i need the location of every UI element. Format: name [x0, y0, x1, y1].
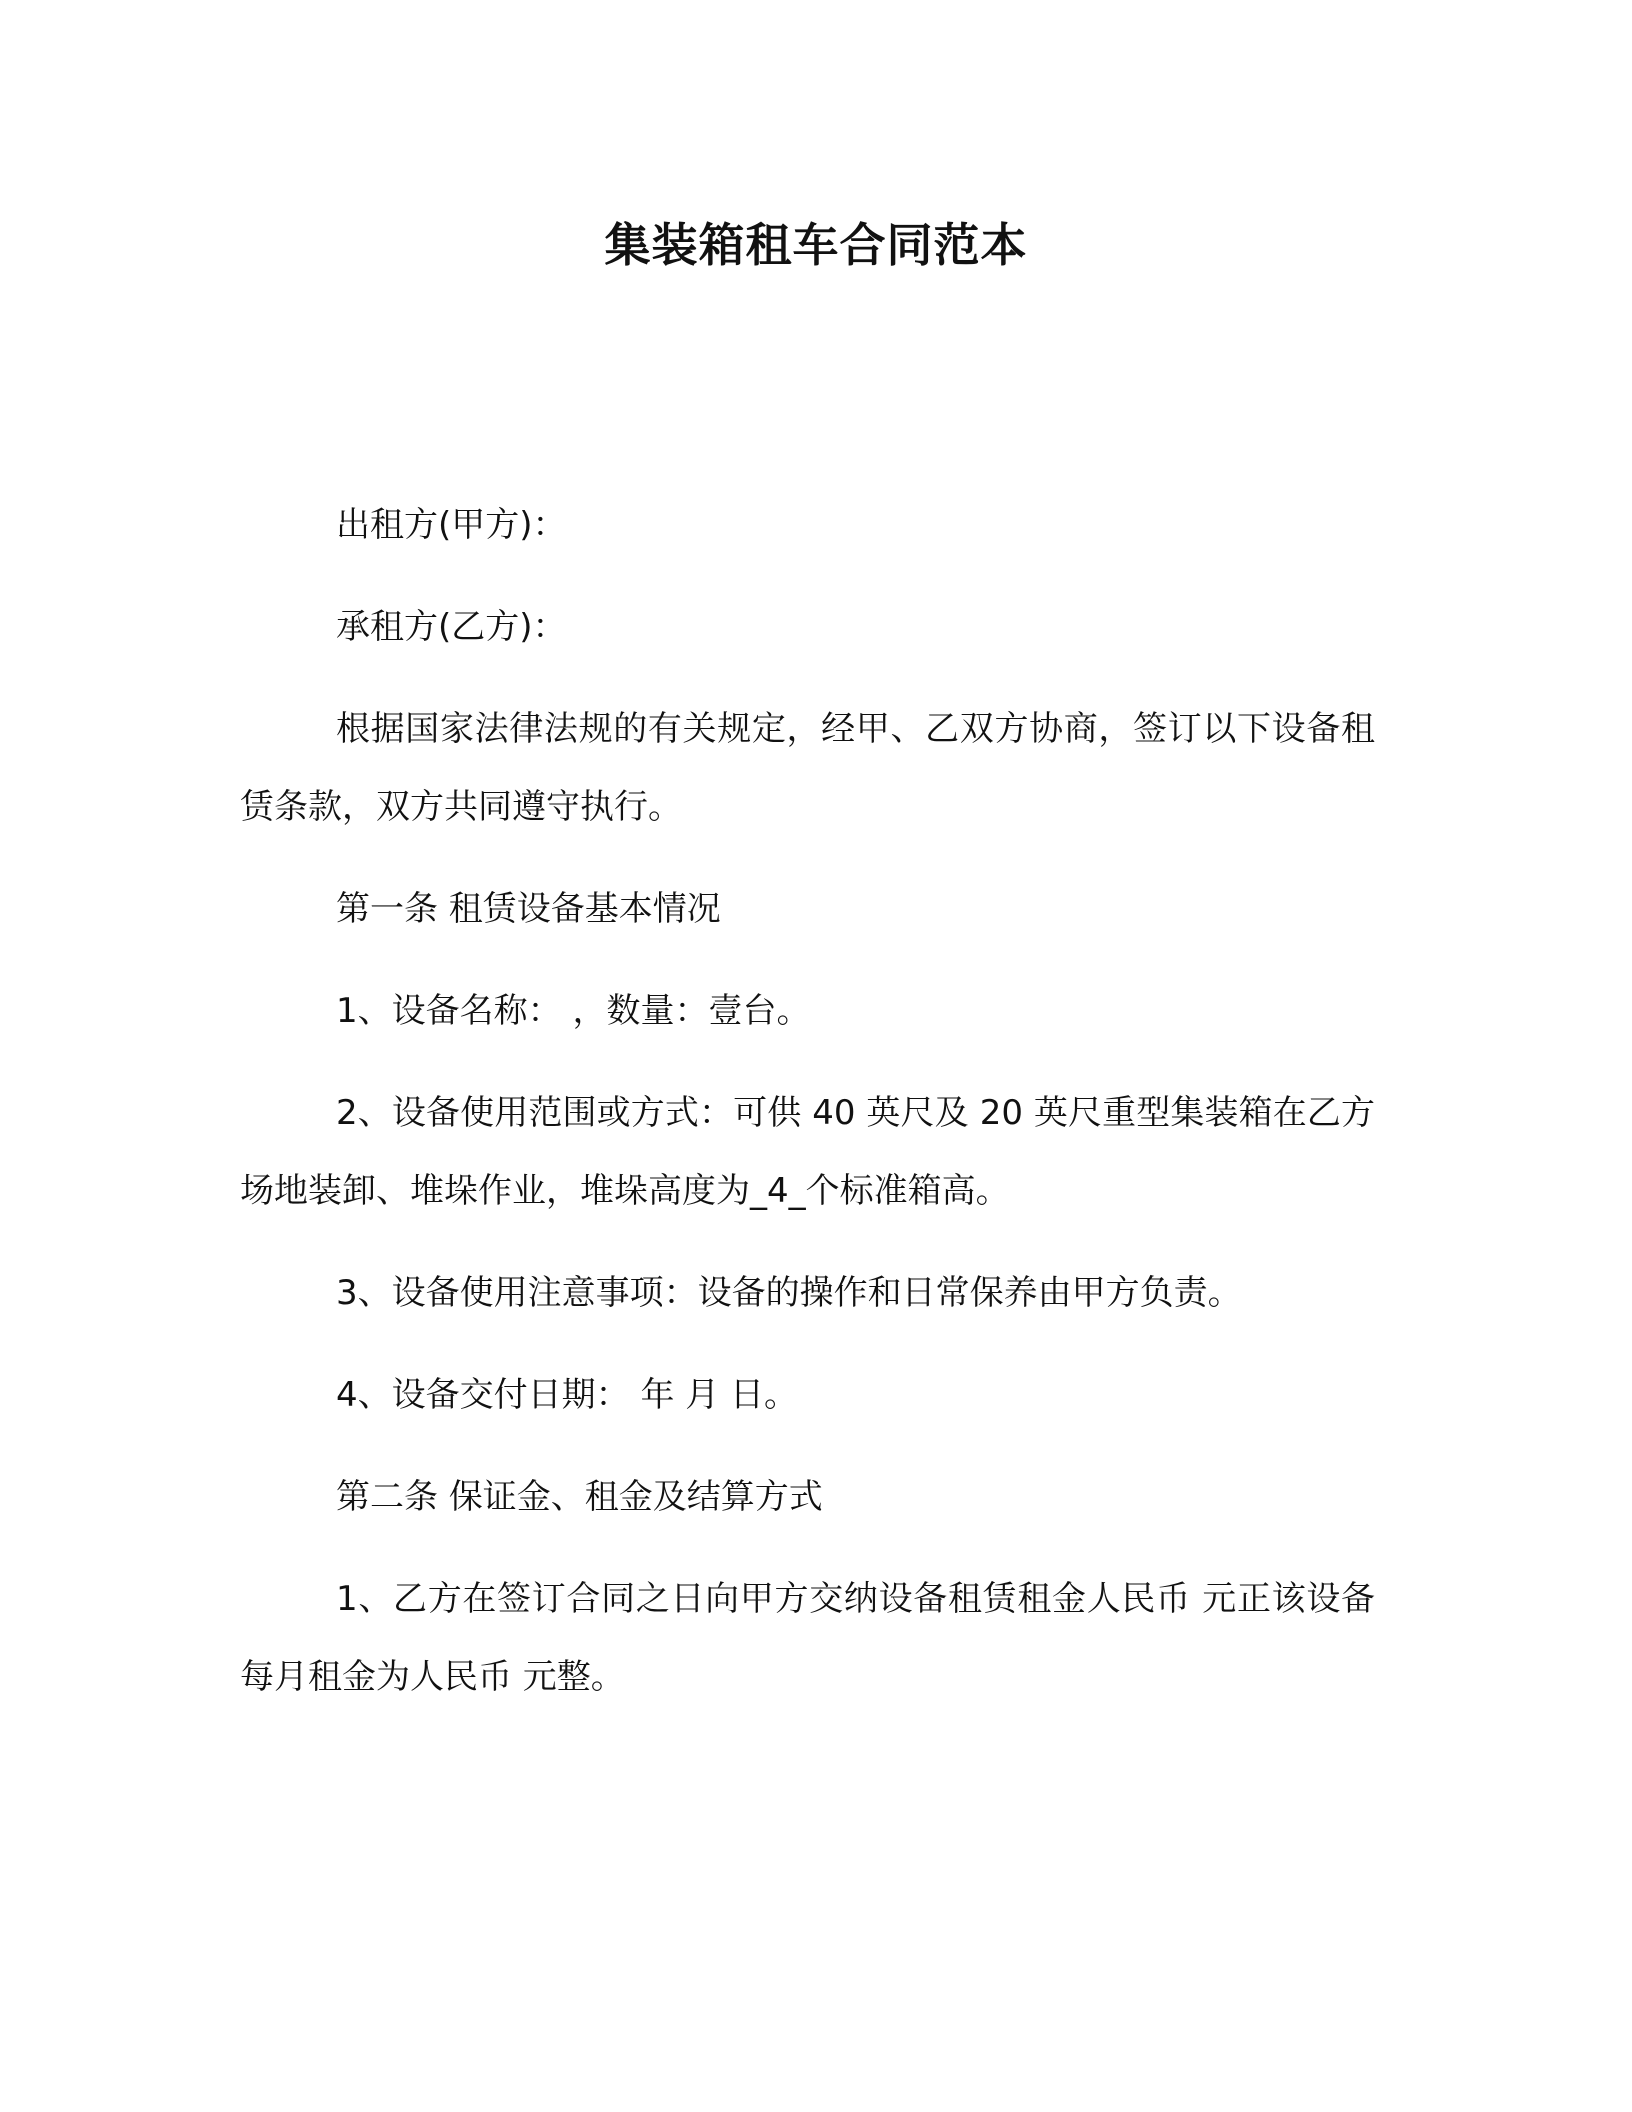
- article-1-item-4: 4、设备交付日期： 年 月 日。: [336, 1375, 799, 1415]
- document-body: [240, 486, 1375, 1740]
- document-title: 集装箱租车合同范本: [604, 218, 1028, 272]
- article-2-heading: 第二条 保证金、租金及结算方式: [336, 1477, 823, 1517]
- preamble-paragraph: 根据国家法律法规的有关规定，经甲、乙双方协商，签订以下设备租赁条款，双方共同遵守执行。: [240, 709, 1375, 827]
- party-b-line: 承租方(乙方)：: [336, 607, 567, 647]
- article-1-item-2: 2、设备使用范围或方式：可供 40 英尺及 20 英尺重型集装箱在乙方场地装卸、堆垛作业，堆垛高度为_4_个标准箱高。: [240, 1093, 1375, 1211]
- article-2-item-1: 1、乙方在签订合同之日向甲方交纳设备租赁租金人民币 元正该设备每月租金为人民币 元整。: [240, 1579, 1375, 1697]
- article-1-item-1: 1、设备名称： ，数量：壹台。: [336, 991, 811, 1031]
- party-a-line: 出租方(甲方)：: [336, 505, 567, 545]
- article-1-heading: 第一条 租赁设备基本情况: [336, 889, 721, 929]
- article-1-item-3: 3、设备使用注意事项：设备的操作和日常保养由甲方负责。: [336, 1273, 1242, 1313]
